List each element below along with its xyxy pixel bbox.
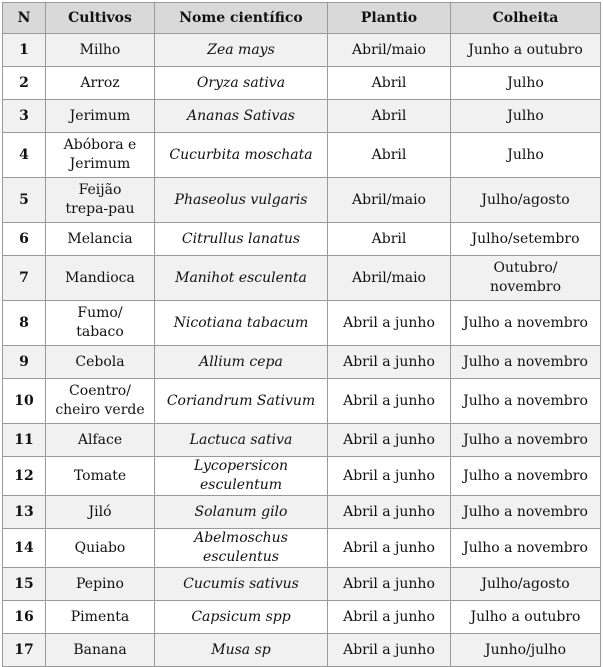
cultivo-text: Cebola [75,353,125,370]
cell-n: 16 [3,601,46,634]
cell-n: 2 [3,67,46,100]
cell-nome-cientifico: Solanum gilo [155,496,328,529]
cell-cultivo [46,601,155,634]
colheita-text: Julho/agosto [481,575,570,592]
cell-cultivo [46,424,155,457]
table-row [3,133,601,178]
cell-plantio: Abril [328,223,451,256]
cell-n: 15 [3,568,46,601]
cell-colheita [451,634,601,667]
cultivo-text: Mandioca [65,269,135,286]
cell-nome-cientifico: Zea mays [155,34,328,67]
table-row [3,301,601,346]
cell-cultivo [46,301,155,346]
cell-cultivo [46,457,155,496]
cell-nome-cientifico: Ananas Sativas [155,100,328,133]
cell-nome-cientifico: Lactuca sativa [155,424,328,457]
cell-nome-cientifico: Manihot esculenta [155,256,328,301]
cell-cultivo [46,379,155,424]
cell-n: 9 [3,346,46,379]
colheita-text: Julho a novembro [463,539,588,556]
cell-colheita [451,457,601,496]
colheita-text: Junho/julho [484,641,567,658]
cell-n: 5 [3,178,46,223]
table-row [3,100,601,133]
cell-n: 11 [3,424,46,457]
cell-nome-cientifico: Lycopersicon esculentum [155,457,328,496]
cultivo-text: Pepino [76,575,124,592]
cell-plantio: Abril/maio [328,178,451,223]
cell-cultivo [46,496,155,529]
cell-cultivo [46,634,155,667]
cell-colheita [451,34,601,67]
colheita-text: Julho/setembro [471,230,580,247]
header-plantio: Plantio [328,3,451,34]
cultivo-text: cheiro verde [55,402,145,418]
cultivo-text: Jerimum [69,107,131,124]
cell-colheita [451,223,601,256]
cell-plantio: Abril a junho [328,601,451,634]
cell-colheita [451,100,601,133]
cell-nome-cientifico: Coriandrum Sativum [155,379,328,424]
colheita-text: Julho a novembro [463,503,588,520]
table-row [3,34,601,67]
cell-cultivo [46,346,155,379]
cell-colheita [451,601,601,634]
colheita-text: Julho a outubro [470,608,581,625]
colheita-text: Julho a novembro [463,467,588,484]
cell-colheita [451,133,601,178]
cultivo-text: tabaco [76,324,124,340]
cell-plantio: Abril a junho [328,424,451,457]
cell-n: 6 [3,223,46,256]
cultivo-text: Jerimum [69,156,131,172]
cell-colheita [451,178,601,223]
cell-plantio: Abril [328,67,451,100]
cultivo-text: Arroz [80,74,120,91]
cell-nome-cientifico: Allium cepa [155,346,328,379]
cell-n: 8 [3,301,46,346]
cultivo-text: Pimenta [70,608,130,625]
cell-plantio: Abril a junho [328,346,451,379]
cultivo-text: Jiló [88,503,112,520]
cultivo-text: Fumo/ [77,305,123,321]
colheita-text: Julho a novembro [463,314,588,331]
cell-plantio: Abril a junho [328,529,451,568]
colheita-text: novembro [490,279,561,295]
cell-nome-cientifico: Oryza sativa [155,67,328,100]
cell-colheita [451,67,601,100]
cultivo-text: Banana [73,641,127,658]
cell-n: 12 [3,457,46,496]
cell-n: 10 [3,379,46,424]
table-row [3,379,601,424]
cell-n: 4 [3,133,46,178]
table-body [3,34,601,667]
cultivo-text: trepa-pau [65,201,135,217]
cell-cultivo [46,223,155,256]
table-row [3,568,601,601]
cell-cultivo [46,568,155,601]
table-row [3,424,601,457]
cell-n: 17 [3,634,46,667]
cell-cultivo [46,67,155,100]
cell-nome-cientifico: Nicotiana tabacum [155,301,328,346]
cell-nome-cientifico: Musa sp [155,634,328,667]
header-n: N [3,3,46,34]
cell-plantio: Abril a junho [328,634,451,667]
cell-colheita [451,424,601,457]
cell-colheita [451,379,601,424]
cell-cultivo [46,178,155,223]
cultivo-text: Feijão [78,182,122,198]
colheita-text: Julho a novembro [463,353,588,370]
colheita-text: Julho/agosto [481,191,570,208]
cell-plantio: Abril a junho [328,568,451,601]
header-colheita: Colheita [451,3,601,34]
cell-plantio: Abril a junho [328,457,451,496]
colheita-text: Outubro/ [493,260,558,276]
cell-n: 7 [3,256,46,301]
cell-colheita [451,301,601,346]
cultivo-text: Melancia [67,230,133,247]
cell-plantio: Abril a junho [328,496,451,529]
cell-n: 3 [3,100,46,133]
cell-plantio: Abril [328,100,451,133]
cell-nome-cientifico: Abelmoschus esculentus [155,529,328,568]
header-nome-cientifico: Nome científico [155,3,328,34]
cultivo-text: Abóbora e [63,137,137,153]
cell-colheita [451,529,601,568]
colheita-text: Julho [507,74,544,91]
cell-cultivo [46,133,155,178]
cell-n: 1 [3,34,46,67]
cell-cultivo [46,529,155,568]
cell-cultivo [46,34,155,67]
table-row [3,601,601,634]
cell-colheita [451,496,601,529]
table-row [3,457,601,496]
cultivo-text: Quiabo [74,539,126,556]
table-row [3,67,601,100]
cell-plantio: Abril/maio [328,34,451,67]
cell-plantio: Abril/maio [328,256,451,301]
cell-colheita [451,256,601,301]
crops-table [2,2,601,667]
cell-nome-cientifico: Citrullus lanatus [155,223,328,256]
cell-plantio: Abril [328,133,451,178]
colheita-text: Junho a outubro [468,41,583,58]
table-row [3,178,601,223]
colheita-text: Julho a novembro [463,392,588,409]
cell-n: 14 [3,529,46,568]
cell-nome-cientifico: Cucurbita moschata [155,133,328,178]
cell-plantio: Abril a junho [328,301,451,346]
cultivo-text: Tomate [73,467,127,484]
cell-nome-cientifico: Phaseolus vulgaris [155,178,328,223]
cell-colheita [451,568,601,601]
cell-plantio: Abril a junho [328,379,451,424]
cell-colheita [451,346,601,379]
table-row [3,634,601,667]
colheita-text: Julho [507,146,544,163]
header-row [3,3,601,34]
header-cultivos: Cultivos [46,3,155,34]
table-row [3,256,601,301]
cell-cultivo [46,256,155,301]
cell-n: 13 [3,496,46,529]
cell-nome-cientifico: Capsicum spp [155,601,328,634]
cell-cultivo [46,100,155,133]
colheita-text: Julho [507,107,544,124]
table-row [3,496,601,529]
cultivo-text: Alface [77,431,123,448]
table-row [3,223,601,256]
cell-nome-cientifico: Cucumis sativus [155,568,328,601]
table-row [3,529,601,568]
cultivo-text: Milho [79,41,121,58]
table-row [3,346,601,379]
colheita-text: Julho a novembro [463,431,588,448]
cultivo-text: Coentro/ [69,383,131,399]
